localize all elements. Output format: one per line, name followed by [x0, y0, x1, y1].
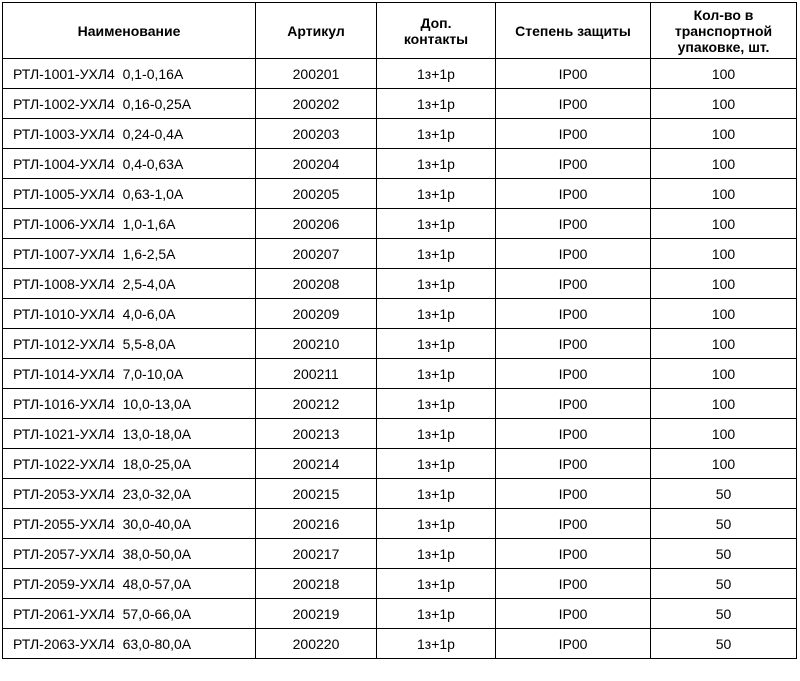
cell-name: РТЛ-1003-УХЛ4 0,24-0,4А — [3, 119, 256, 149]
header-article: Артикул — [256, 3, 377, 59]
cell-quantity: 50 — [651, 629, 797, 659]
cell-quantity: 100 — [651, 419, 797, 449]
cell-contacts: 1з+1р — [377, 239, 496, 269]
cell-contacts: 1з+1р — [377, 629, 496, 659]
cell-contacts: 1з+1р — [377, 179, 496, 209]
table-row — [3, 299, 797, 329]
table-row — [3, 119, 797, 149]
cell-article: 200219 — [256, 599, 377, 629]
cell-name: РТЛ-1022-УХЛ4 18,0-25,0А — [3, 449, 256, 479]
cell-protection: IP00 — [496, 329, 651, 359]
cell-protection: IP00 — [496, 569, 651, 599]
table-row — [3, 479, 797, 509]
cell-name: РТЛ-1016-УХЛ4 10,0-13,0А — [3, 389, 256, 419]
cell-protection: IP00 — [496, 149, 651, 179]
cell-contacts: 1з+1р — [377, 149, 496, 179]
cell-contacts: 1з+1р — [377, 539, 496, 569]
cell-protection: IP00 — [496, 599, 651, 629]
cell-quantity: 100 — [651, 119, 797, 149]
cell-article: 200209 — [256, 299, 377, 329]
cell-protection: IP00 — [496, 89, 651, 119]
cell-name: РТЛ-1014-УХЛ4 7,0-10,0А — [3, 359, 256, 389]
table-row — [3, 449, 797, 479]
cell-protection: IP00 — [496, 269, 651, 299]
cell-protection: IP00 — [496, 179, 651, 209]
cell-article: 200201 — [256, 59, 377, 89]
cell-article: 200205 — [256, 179, 377, 209]
cell-name: РТЛ-2055-УХЛ4 30,0-40,0А — [3, 509, 256, 539]
header-contacts-label: Доп. контакты — [403, 14, 469, 47]
cell-name: РТЛ-2053-УХЛ4 23,0-32,0А — [3, 479, 256, 509]
product-table-container — [2, 2, 797, 659]
cell-quantity: 50 — [651, 509, 797, 539]
cell-quantity: 100 — [651, 299, 797, 329]
cell-contacts: 1з+1р — [377, 449, 496, 479]
table-header-row — [3, 3, 797, 59]
cell-contacts: 1з+1р — [377, 209, 496, 239]
table-row — [3, 59, 797, 89]
cell-article: 200214 — [256, 449, 377, 479]
cell-name: РТЛ-2057-УХЛ4 38,0-50,0А — [3, 539, 256, 569]
cell-protection: IP00 — [496, 419, 651, 449]
cell-contacts: 1з+1р — [377, 119, 496, 149]
cell-article: 200218 — [256, 569, 377, 599]
header-quantity — [651, 3, 797, 59]
cell-protection: IP00 — [496, 359, 651, 389]
cell-quantity: 50 — [651, 599, 797, 629]
cell-name: РТЛ-1004-УХЛ4 0,4-0,63А — [3, 149, 256, 179]
cell-article: 200213 — [256, 419, 377, 449]
cell-article: 200206 — [256, 209, 377, 239]
cell-article: 200220 — [256, 629, 377, 659]
cell-quantity: 100 — [651, 59, 797, 89]
cell-quantity: 50 — [651, 539, 797, 569]
cell-article: 200207 — [256, 239, 377, 269]
cell-protection: IP00 — [496, 389, 651, 419]
cell-contacts: 1з+1р — [377, 269, 496, 299]
cell-article: 200204 — [256, 149, 377, 179]
cell-quantity: 100 — [651, 209, 797, 239]
cell-contacts: 1з+1р — [377, 509, 496, 539]
cell-contacts: 1з+1р — [377, 299, 496, 329]
cell-name: РТЛ-1010-УХЛ4 4,0-6,0А — [3, 299, 256, 329]
cell-protection: IP00 — [496, 509, 651, 539]
cell-quantity: 100 — [651, 449, 797, 479]
cell-article: 200215 — [256, 479, 377, 509]
cell-contacts: 1з+1р — [377, 359, 496, 389]
cell-contacts: 1з+1р — [377, 599, 496, 629]
cell-protection: IP00 — [496, 479, 651, 509]
cell-article: 200211 — [256, 359, 377, 389]
cell-protection: IP00 — [496, 299, 651, 329]
cell-name: РТЛ-1007-УХЛ4 1,6-2,5А — [3, 239, 256, 269]
table-row — [3, 149, 797, 179]
table-row — [3, 539, 797, 569]
cell-article: 200202 — [256, 89, 377, 119]
table-row — [3, 629, 797, 659]
cell-quantity: 100 — [651, 329, 797, 359]
cell-quantity: 100 — [651, 389, 797, 419]
cell-quantity: 100 — [651, 269, 797, 299]
header-quantity-label: Кол-во в транспортной упаковке, шт. — [674, 6, 773, 55]
cell-quantity: 100 — [651, 89, 797, 119]
table-body — [3, 59, 797, 659]
cell-name: РТЛ-2059-УХЛ4 48,0-57,0А — [3, 569, 256, 599]
cell-quantity: 100 — [651, 239, 797, 269]
cell-contacts: 1з+1р — [377, 479, 496, 509]
cell-name: РТЛ-1021-УХЛ4 13,0-18,0А — [3, 419, 256, 449]
cell-article: 200216 — [256, 509, 377, 539]
cell-quantity: 50 — [651, 479, 797, 509]
cell-article: 200208 — [256, 269, 377, 299]
table-row — [3, 389, 797, 419]
header-contacts — [377, 3, 496, 59]
cell-quantity: 50 — [651, 569, 797, 599]
cell-protection: IP00 — [496, 119, 651, 149]
cell-protection: IP00 — [496, 239, 651, 269]
cell-protection: IP00 — [496, 539, 651, 569]
table-row — [3, 89, 797, 119]
cell-article: 200210 — [256, 329, 377, 359]
cell-protection: IP00 — [496, 629, 651, 659]
table-row — [3, 329, 797, 359]
cell-name: РТЛ-1001-УХЛ4 0,1-0,16А — [3, 59, 256, 89]
cell-quantity: 100 — [651, 149, 797, 179]
cell-contacts: 1з+1р — [377, 569, 496, 599]
header-protection: Степень защиты — [496, 3, 651, 59]
product-table — [2, 2, 797, 659]
header-name: Наименование — [3, 3, 256, 59]
cell-contacts: 1з+1р — [377, 59, 496, 89]
table-row — [3, 269, 797, 299]
cell-contacts: 1з+1р — [377, 329, 496, 359]
cell-article: 200217 — [256, 539, 377, 569]
cell-article: 200203 — [256, 119, 377, 149]
cell-name: РТЛ-1012-УХЛ4 5,5-8,0А — [3, 329, 256, 359]
cell-name: РТЛ-1008-УХЛ4 2,5-4,0А — [3, 269, 256, 299]
table-row — [3, 209, 797, 239]
cell-protection: IP00 — [496, 59, 651, 89]
cell-name: РТЛ-1005-УХЛ4 0,63-1,0А — [3, 179, 256, 209]
cell-contacts: 1з+1р — [377, 389, 496, 419]
table-row — [3, 239, 797, 269]
cell-contacts: 1з+1р — [377, 419, 496, 449]
cell-name: РТЛ-1002-УХЛ4 0,16-0,25А — [3, 89, 256, 119]
table-row — [3, 419, 797, 449]
table-row — [3, 359, 797, 389]
cell-name: РТЛ-2061-УХЛ4 57,0-66,0А — [3, 599, 256, 629]
cell-name: РТЛ-1006-УХЛ4 1,0-1,6А — [3, 209, 256, 239]
cell-contacts: 1з+1р — [377, 89, 496, 119]
cell-quantity: 100 — [651, 359, 797, 389]
table-row — [3, 569, 797, 599]
cell-quantity: 100 — [651, 179, 797, 209]
table-row — [3, 599, 797, 629]
cell-name: РТЛ-2063-УХЛ4 63,0-80,0А — [3, 629, 256, 659]
cell-protection: IP00 — [496, 449, 651, 479]
cell-protection: IP00 — [496, 209, 651, 239]
cell-article: 200212 — [256, 389, 377, 419]
table-row — [3, 179, 797, 209]
table-row — [3, 509, 797, 539]
